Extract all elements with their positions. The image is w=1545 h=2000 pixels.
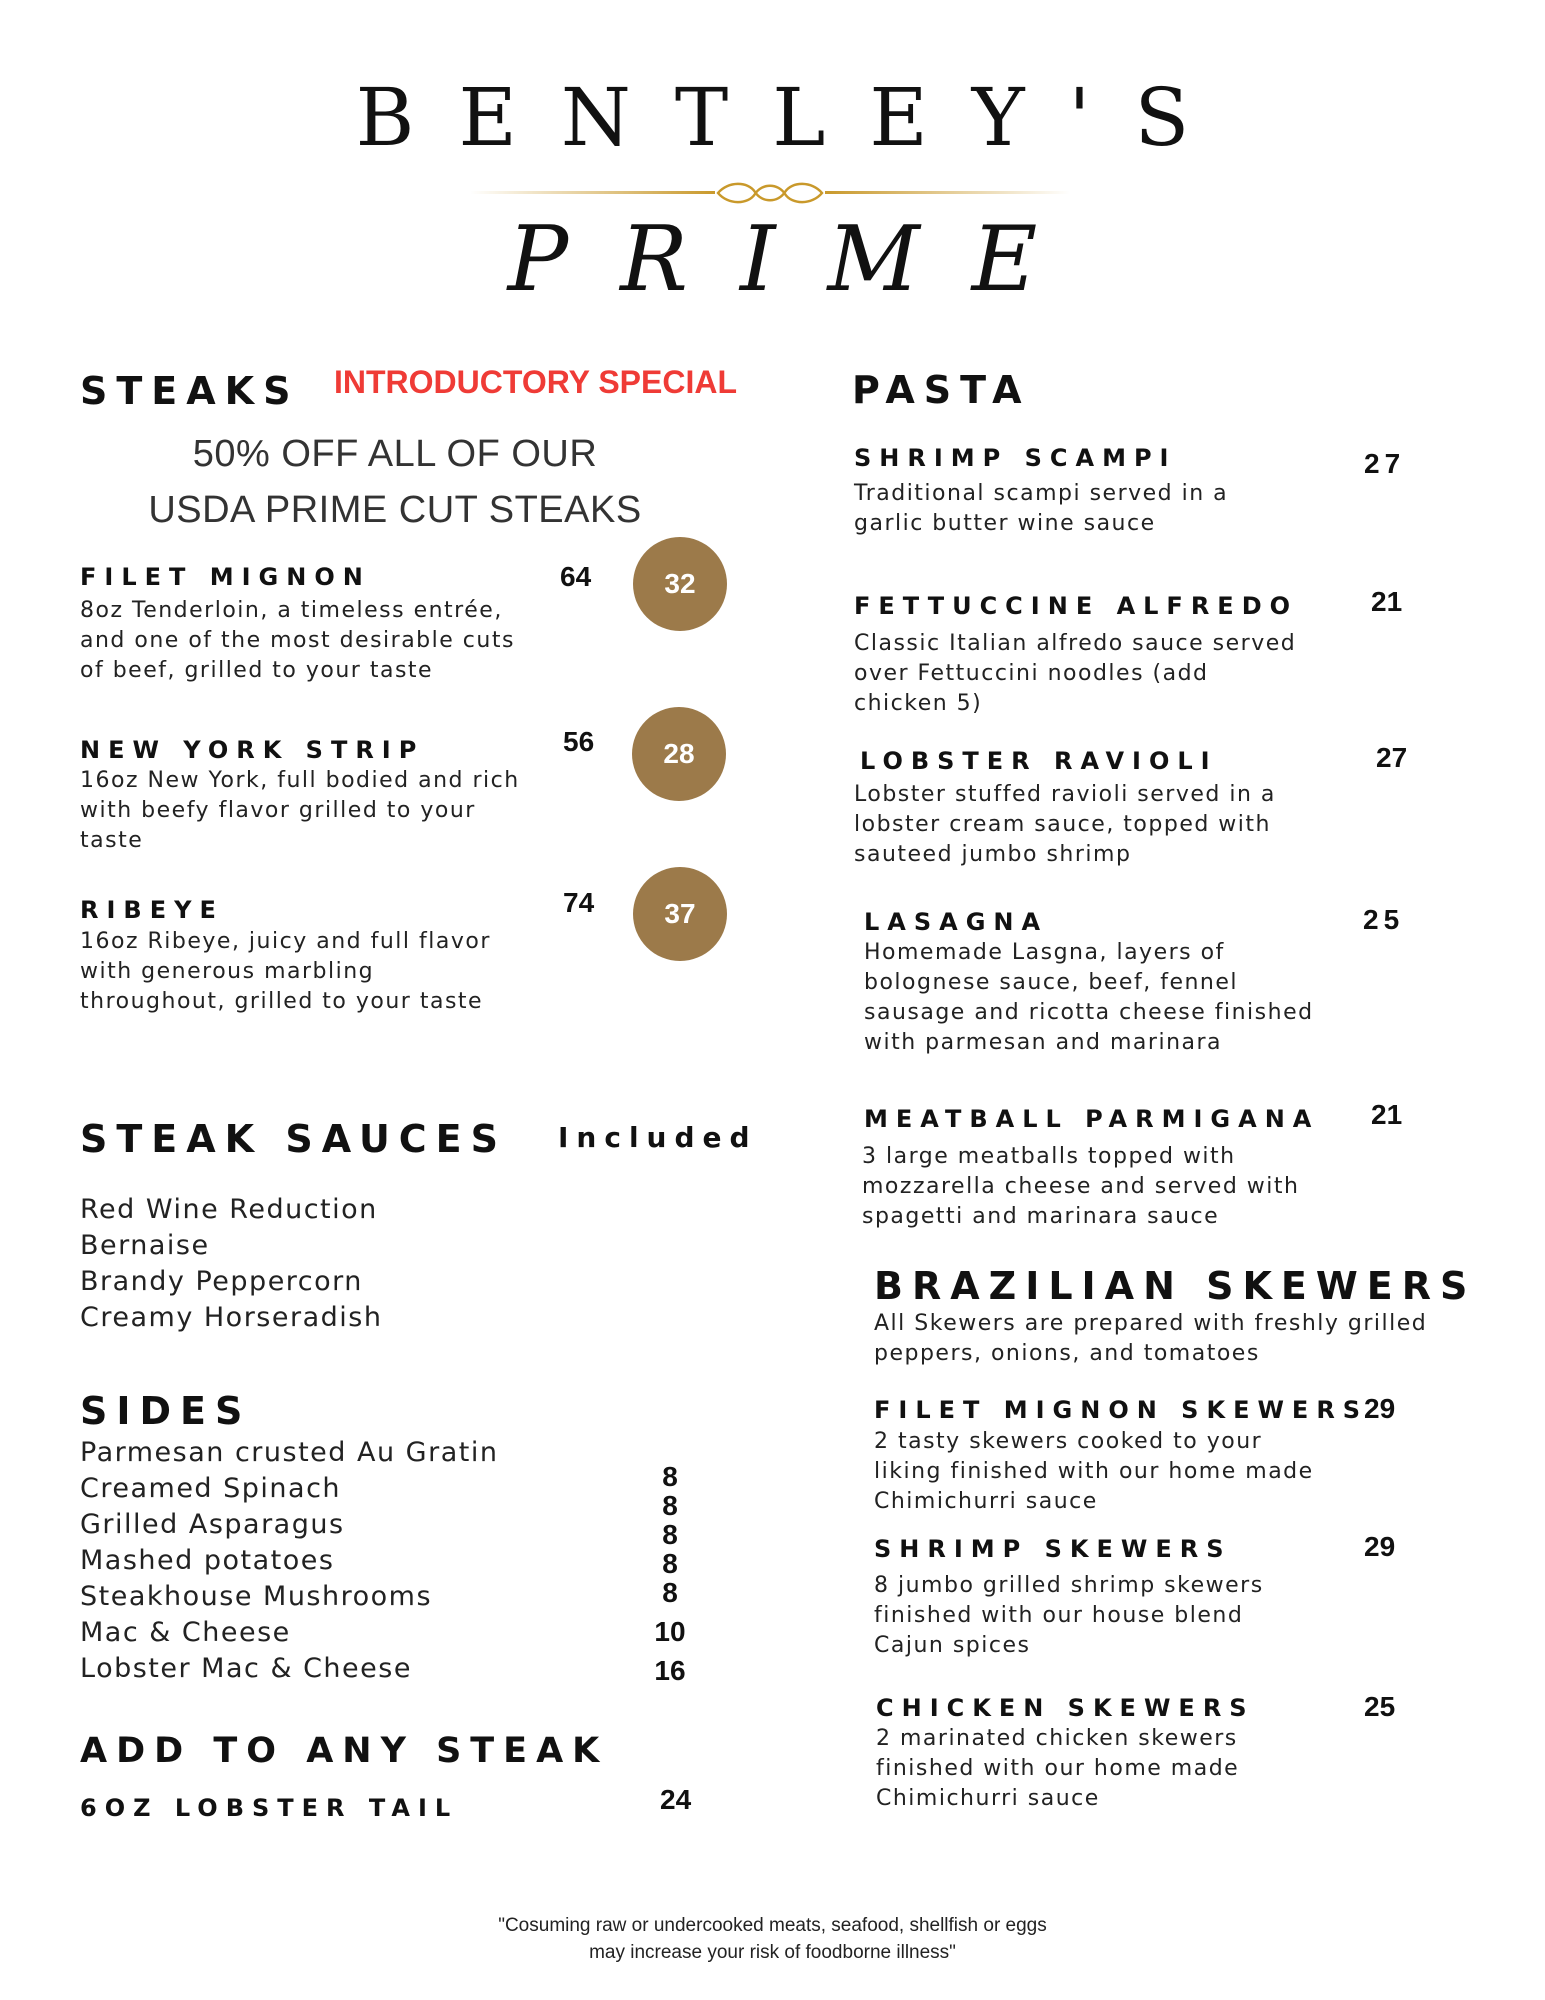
pasta-heading: PASTA bbox=[852, 368, 1031, 412]
desc-line: with beefy flavor grilled to your bbox=[80, 798, 476, 823]
side-price: 8 bbox=[662, 1519, 678, 1550]
desc-line: liking finished with our home made bbox=[874, 1459, 1314, 1484]
desc-line: 16oz Ribeye, juicy and full flavor bbox=[80, 929, 491, 954]
skewer-price: 29 bbox=[1364, 1531, 1396, 1562]
introductory-special-label: INTRODUCTORY SPECIAL bbox=[334, 364, 737, 400]
side-price: 8 bbox=[662, 1577, 678, 1608]
pasta-price: 21 bbox=[1371, 1099, 1403, 1130]
desc-line: 3 large meatballs topped with bbox=[862, 1144, 1236, 1169]
skewer-item-name: CHICKEN SKEWERS bbox=[876, 1694, 1255, 1722]
desc-line: 2 marinated chicken skewers bbox=[876, 1726, 1238, 1751]
side-item: Lobster Mac & Cheese bbox=[80, 1653, 412, 1684]
desc-line: Chimichurri sauce bbox=[874, 1489, 1098, 1514]
brand-title-top: BENTLEY'S bbox=[355, 71, 1234, 164]
desc-line: 8 jumbo grilled shrimp skewers bbox=[874, 1573, 1264, 1598]
desc-line: Homemade Lasgna, layers of bbox=[864, 940, 1225, 965]
side-item: Steakhouse Mushrooms bbox=[80, 1581, 433, 1612]
desc-line: 8oz Tenderloin, a timeless entrée, bbox=[80, 598, 503, 623]
steak-description bbox=[80, 766, 520, 856]
desc-line: sauteed jumbo shrimp bbox=[854, 842, 1132, 867]
side-price: 16 bbox=[654, 1655, 686, 1686]
promo-line: USDA PRIME CUT STEAKS bbox=[148, 489, 642, 531]
sauce-item: Brandy Peppercorn bbox=[80, 1266, 363, 1297]
pasta-item-name: FETTUCCINE ALFREDO bbox=[854, 592, 1299, 620]
desc-line: with parmesan and marinara bbox=[864, 1030, 1223, 1055]
skewers-intro bbox=[874, 1309, 1427, 1369]
desc-line: chicken 5) bbox=[854, 691, 983, 716]
desc-line: Chimichurri sauce bbox=[876, 1786, 1100, 1811]
desc-line: and one of the most desirable cuts bbox=[80, 628, 515, 653]
sale-price-badge: 37 bbox=[633, 867, 727, 961]
side-item: Grilled Asparagus bbox=[80, 1509, 345, 1540]
desc-line: 2 tasty skewers cooked to your bbox=[874, 1429, 1263, 1454]
desc-line: Cajun spices bbox=[874, 1633, 1031, 1658]
skewer-price: 29 bbox=[1364, 1393, 1396, 1424]
side-price: 8 bbox=[662, 1548, 678, 1579]
desc-line: finished with our home made bbox=[876, 1756, 1240, 1781]
gold-flourish-divider-icon bbox=[470, 178, 1070, 208]
desc-line: All Skewers are prepared with freshly grilled bbox=[874, 1311, 1428, 1336]
brand-title-bottom: PRIME bbox=[507, 207, 1090, 312]
desc-line: with generous marbling bbox=[80, 959, 375, 984]
food-safety-disclaimer bbox=[0, 1912, 1545, 1966]
sale-price-badge: 32 bbox=[633, 537, 727, 631]
steak-item-name: RIBEYE bbox=[80, 896, 224, 924]
desc-line: Lobster stuffed ravioli served in a bbox=[854, 782, 1276, 807]
add-on-price: 24 bbox=[660, 1784, 692, 1815]
skewer-price: 25 bbox=[1364, 1691, 1396, 1722]
side-price: 8 bbox=[662, 1461, 678, 1492]
pasta-item-name: MEATBALL PARMIGANA bbox=[864, 1105, 1320, 1133]
skewer-item-name: FILET MIGNON SKEWERS bbox=[874, 1396, 1369, 1424]
desc-line: peppers, onions, and tomatoes bbox=[874, 1341, 1260, 1366]
add-on-item: 6OZ LOBSTER TAIL bbox=[80, 1794, 459, 1822]
steak-price: 56 bbox=[563, 726, 595, 757]
desc-line: throughout, grilled to your taste bbox=[80, 989, 484, 1014]
side-item: Mashed potatoes bbox=[80, 1545, 335, 1576]
sides-prices bbox=[640, 1462, 700, 1685]
steak-item-name: NEW YORK STRIP bbox=[80, 736, 425, 764]
desc-line: mozzarella cheese and served with bbox=[862, 1174, 1300, 1199]
pasta-item-name: LASAGNA bbox=[864, 908, 1049, 936]
pasta-price: 27 bbox=[1376, 742, 1408, 773]
pasta-description bbox=[854, 629, 1296, 719]
desc-line: of beef, grilled to your taste bbox=[80, 658, 434, 683]
pasta-price: 21 bbox=[1371, 586, 1403, 617]
steak-price: 74 bbox=[563, 887, 595, 918]
steak-description bbox=[80, 927, 491, 1017]
desc-line: finished with our house blend bbox=[874, 1603, 1244, 1628]
add-on-heading: ADD TO ANY STEAK bbox=[80, 1731, 609, 1771]
pasta-price: 25 bbox=[1363, 904, 1405, 935]
side-item: Creamed Spinach bbox=[80, 1473, 342, 1504]
skewer-description bbox=[874, 1427, 1314, 1517]
side-price: 10 bbox=[654, 1616, 686, 1647]
desc-line: Traditional scampi served in a bbox=[854, 481, 1229, 506]
pasta-description bbox=[862, 1142, 1299, 1232]
sides-list bbox=[80, 1435, 498, 1687]
steak-price: 64 bbox=[560, 561, 592, 592]
sauces-included-note: Included bbox=[558, 1121, 758, 1154]
desc-line: spagetti and marinara sauce bbox=[862, 1204, 1220, 1229]
pasta-price: 27 bbox=[1364, 448, 1406, 479]
disclaimer-line: "Cosuming raw or undercooked meats, seafood, shellfish or eggs bbox=[498, 1915, 1047, 1936]
desc-line: Classic Italian alfredo sauce served bbox=[854, 631, 1297, 656]
sauce-item: Creamy Horseradish bbox=[80, 1302, 383, 1333]
disclaimer-line: may increase your risk of foodborne illness" bbox=[589, 1942, 956, 1963]
skewer-item-name: SHRIMP SKEWERS bbox=[874, 1535, 1232, 1563]
side-price: 8 bbox=[662, 1490, 678, 1521]
steak-sauces-heading: STEAK SAUCES bbox=[80, 1117, 508, 1161]
sauce-item: Bernaise bbox=[80, 1230, 210, 1261]
side-item: Parmesan crusted Au Gratin bbox=[80, 1437, 499, 1468]
pasta-description bbox=[864, 938, 1314, 1058]
desc-line: 16oz New York, full bodied and rich bbox=[80, 768, 520, 793]
pasta-item-name: SHRIMP SCAMPI bbox=[854, 444, 1177, 472]
desc-line: sausage and ricotta cheese finished bbox=[864, 1000, 1314, 1025]
pasta-item-name: LOBSTER RAVIOLI bbox=[860, 747, 1218, 775]
promo-line: 50% OFF ALL OF OUR bbox=[192, 433, 598, 475]
brazilian-skewers-heading: BRAZILIAN SKEWERS bbox=[874, 1264, 1477, 1308]
pasta-description bbox=[854, 479, 1228, 539]
sauce-list bbox=[80, 1192, 382, 1336]
steak-description bbox=[80, 596, 515, 686]
desc-line: lobster cream sauce, topped with bbox=[854, 812, 1271, 837]
sauce-item: Red Wine Reduction bbox=[80, 1194, 378, 1225]
pasta-description bbox=[854, 780, 1276, 870]
steaks-heading: STEAKS bbox=[80, 369, 300, 413]
sides-heading: SIDES bbox=[80, 1389, 252, 1433]
desc-line: garlic butter wine sauce bbox=[854, 511, 1156, 536]
sale-price-badge: 28 bbox=[632, 707, 726, 801]
steak-item-name: FILET MIGNON bbox=[80, 563, 371, 591]
skewer-description bbox=[874, 1571, 1264, 1661]
desc-line: taste bbox=[80, 828, 144, 853]
desc-line: bolognese sauce, beef, fennel bbox=[864, 970, 1239, 995]
skewer-description bbox=[876, 1724, 1239, 1814]
desc-line: over Fettuccini noodles (add bbox=[854, 661, 1209, 686]
steak-promo bbox=[120, 426, 670, 538]
side-item: Mac & Cheese bbox=[80, 1617, 291, 1648]
